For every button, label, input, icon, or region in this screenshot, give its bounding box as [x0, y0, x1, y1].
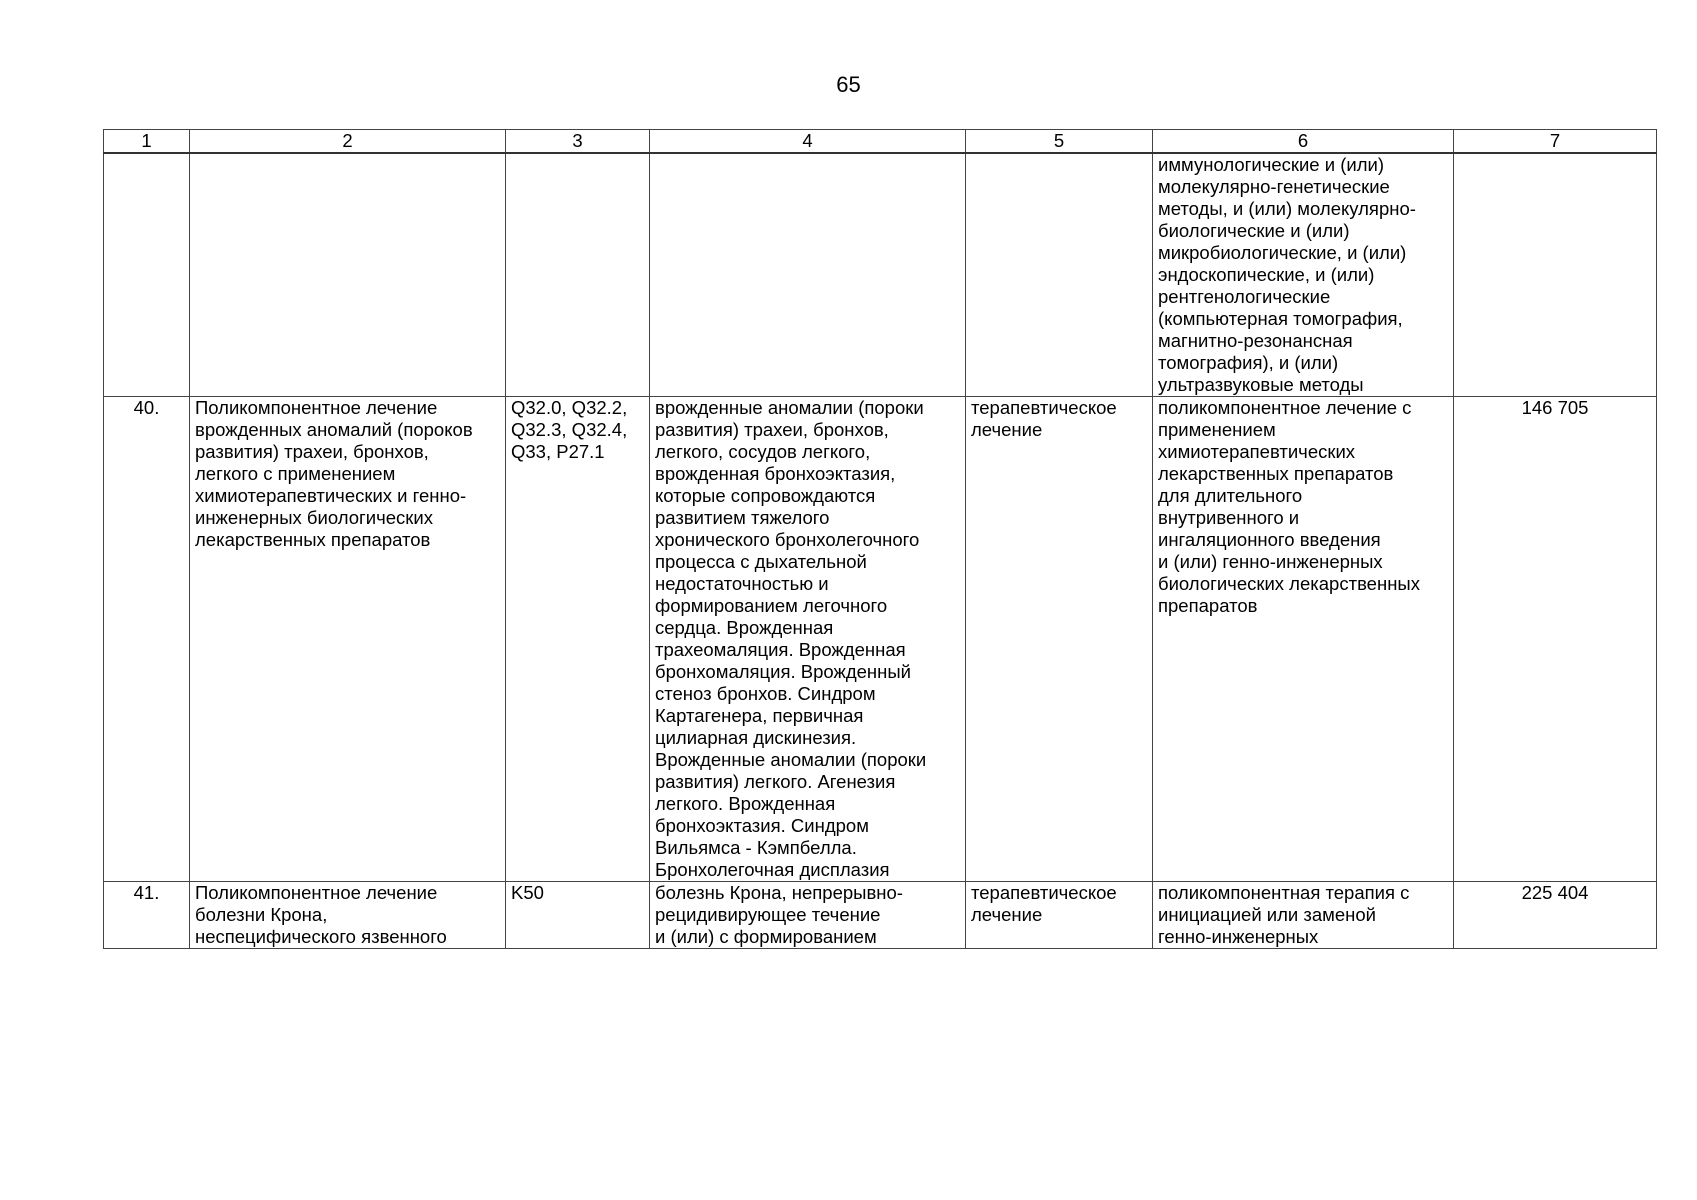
row-number: 41.: [104, 882, 190, 949]
icd-codes: K50: [511, 882, 544, 903]
column-header-3: 3: [506, 130, 650, 154]
method-text: иммунологические и (или) молекулярно-генетические методы, и (или) молекулярно- биологические и (или) микробиологические, и (или) эндоскопические, и (или) рентгенологические (компьютерная томография, магнитно-резонансная томография), и (или) ультразвуковые методы: [1158, 154, 1416, 395]
row-number: 40.: [104, 397, 190, 882]
treatment-type: терапевтическое лечение: [971, 397, 1117, 440]
treatment-type-cell: [966, 397, 1153, 882]
method-cell: [1153, 153, 1454, 397]
treatment-type-cell: [966, 882, 1153, 949]
icd-codes-cell: [506, 882, 650, 949]
treatment-name-cell: [190, 882, 506, 949]
treatment-name-cell: [190, 397, 506, 882]
treatment-type: терапевтическое лечение: [971, 882, 1117, 925]
empty-cell: [650, 153, 966, 397]
empty-cell: [966, 153, 1153, 397]
empty-cell: [190, 153, 506, 397]
column-header-2: 2: [190, 130, 506, 154]
table-row: [104, 397, 1657, 882]
column-header-7: 7: [1454, 130, 1657, 154]
header-row: [104, 130, 1657, 154]
column-header-6: 6: [1153, 130, 1454, 154]
column-header-1: 1: [104, 130, 190, 154]
treatment-name: Поликомпонентное лечение врожденных аномалий (пороков развития) трахеи, бронхов, легкого с применением химиотерапевтических и генно- инженерных биологических лекарственных препаратов: [195, 397, 473, 550]
patient-model: врожденные аномалии (пороки развития) трахеи, бронхов, легкого, сосудов легкого, врожденная бронхоэктазия, которые сопровождаются развитием тяжелого хронического бронхолегочного процесса с дыхательной недостаточностью и формированием легочного сердца. Врожденная трахеомаляция. Врожденная бронхомаляция. Врожденный стеноз бронхов. Синдром Картагенера, первичная цилиарная дискинезия. Врожденные аномалии (пороки развития) легкого. Агенезия легкого. Врожденная бронхоэктазия. Синдром Вильямса - Кэмпбелла. Бронхолегочная дисплазия: [655, 397, 927, 880]
treatment-method-cell: [1153, 397, 1454, 882]
medical-care-table: [103, 129, 1657, 949]
empty-cell: [1454, 153, 1657, 397]
treatment-name: Поликомпонентное лечение болезни Крона, неспецифического язвенного: [195, 882, 447, 947]
treatment-method-cell: [1153, 882, 1454, 949]
empty-cell: [506, 153, 650, 397]
treatment-method: поликомпонентное лечение с применением химиотерапевтических лекарственных препаратов для длительного внутривенного и ингаляционного введения и (или) генно-инженерных биологических лекарственных препаратов: [1158, 397, 1420, 616]
patient-model-cell: [650, 882, 966, 949]
column-header-4: 4: [650, 130, 966, 154]
cost-cell: 225 404: [1454, 882, 1657, 949]
table-row: [104, 882, 1657, 949]
treatment-method: поликомпонентная терапия с инициацией или заменой генно-инженерных: [1158, 882, 1410, 947]
patient-model: болезнь Крона, непрерывно- рецидивирующее течение и (или) с формированием: [655, 882, 903, 947]
continuation-row: [104, 153, 1657, 397]
page-number: 65: [836, 72, 861, 97]
empty-cell: [104, 153, 190, 397]
cost-cell: 146 705: [1454, 397, 1657, 882]
icd-codes: Q32.0, Q32.2, Q32.3, Q32.4, Q33, P27.1: [511, 397, 628, 462]
column-header-5: 5: [966, 130, 1153, 154]
patient-model-cell: [650, 397, 966, 882]
icd-codes-cell: [506, 397, 650, 882]
